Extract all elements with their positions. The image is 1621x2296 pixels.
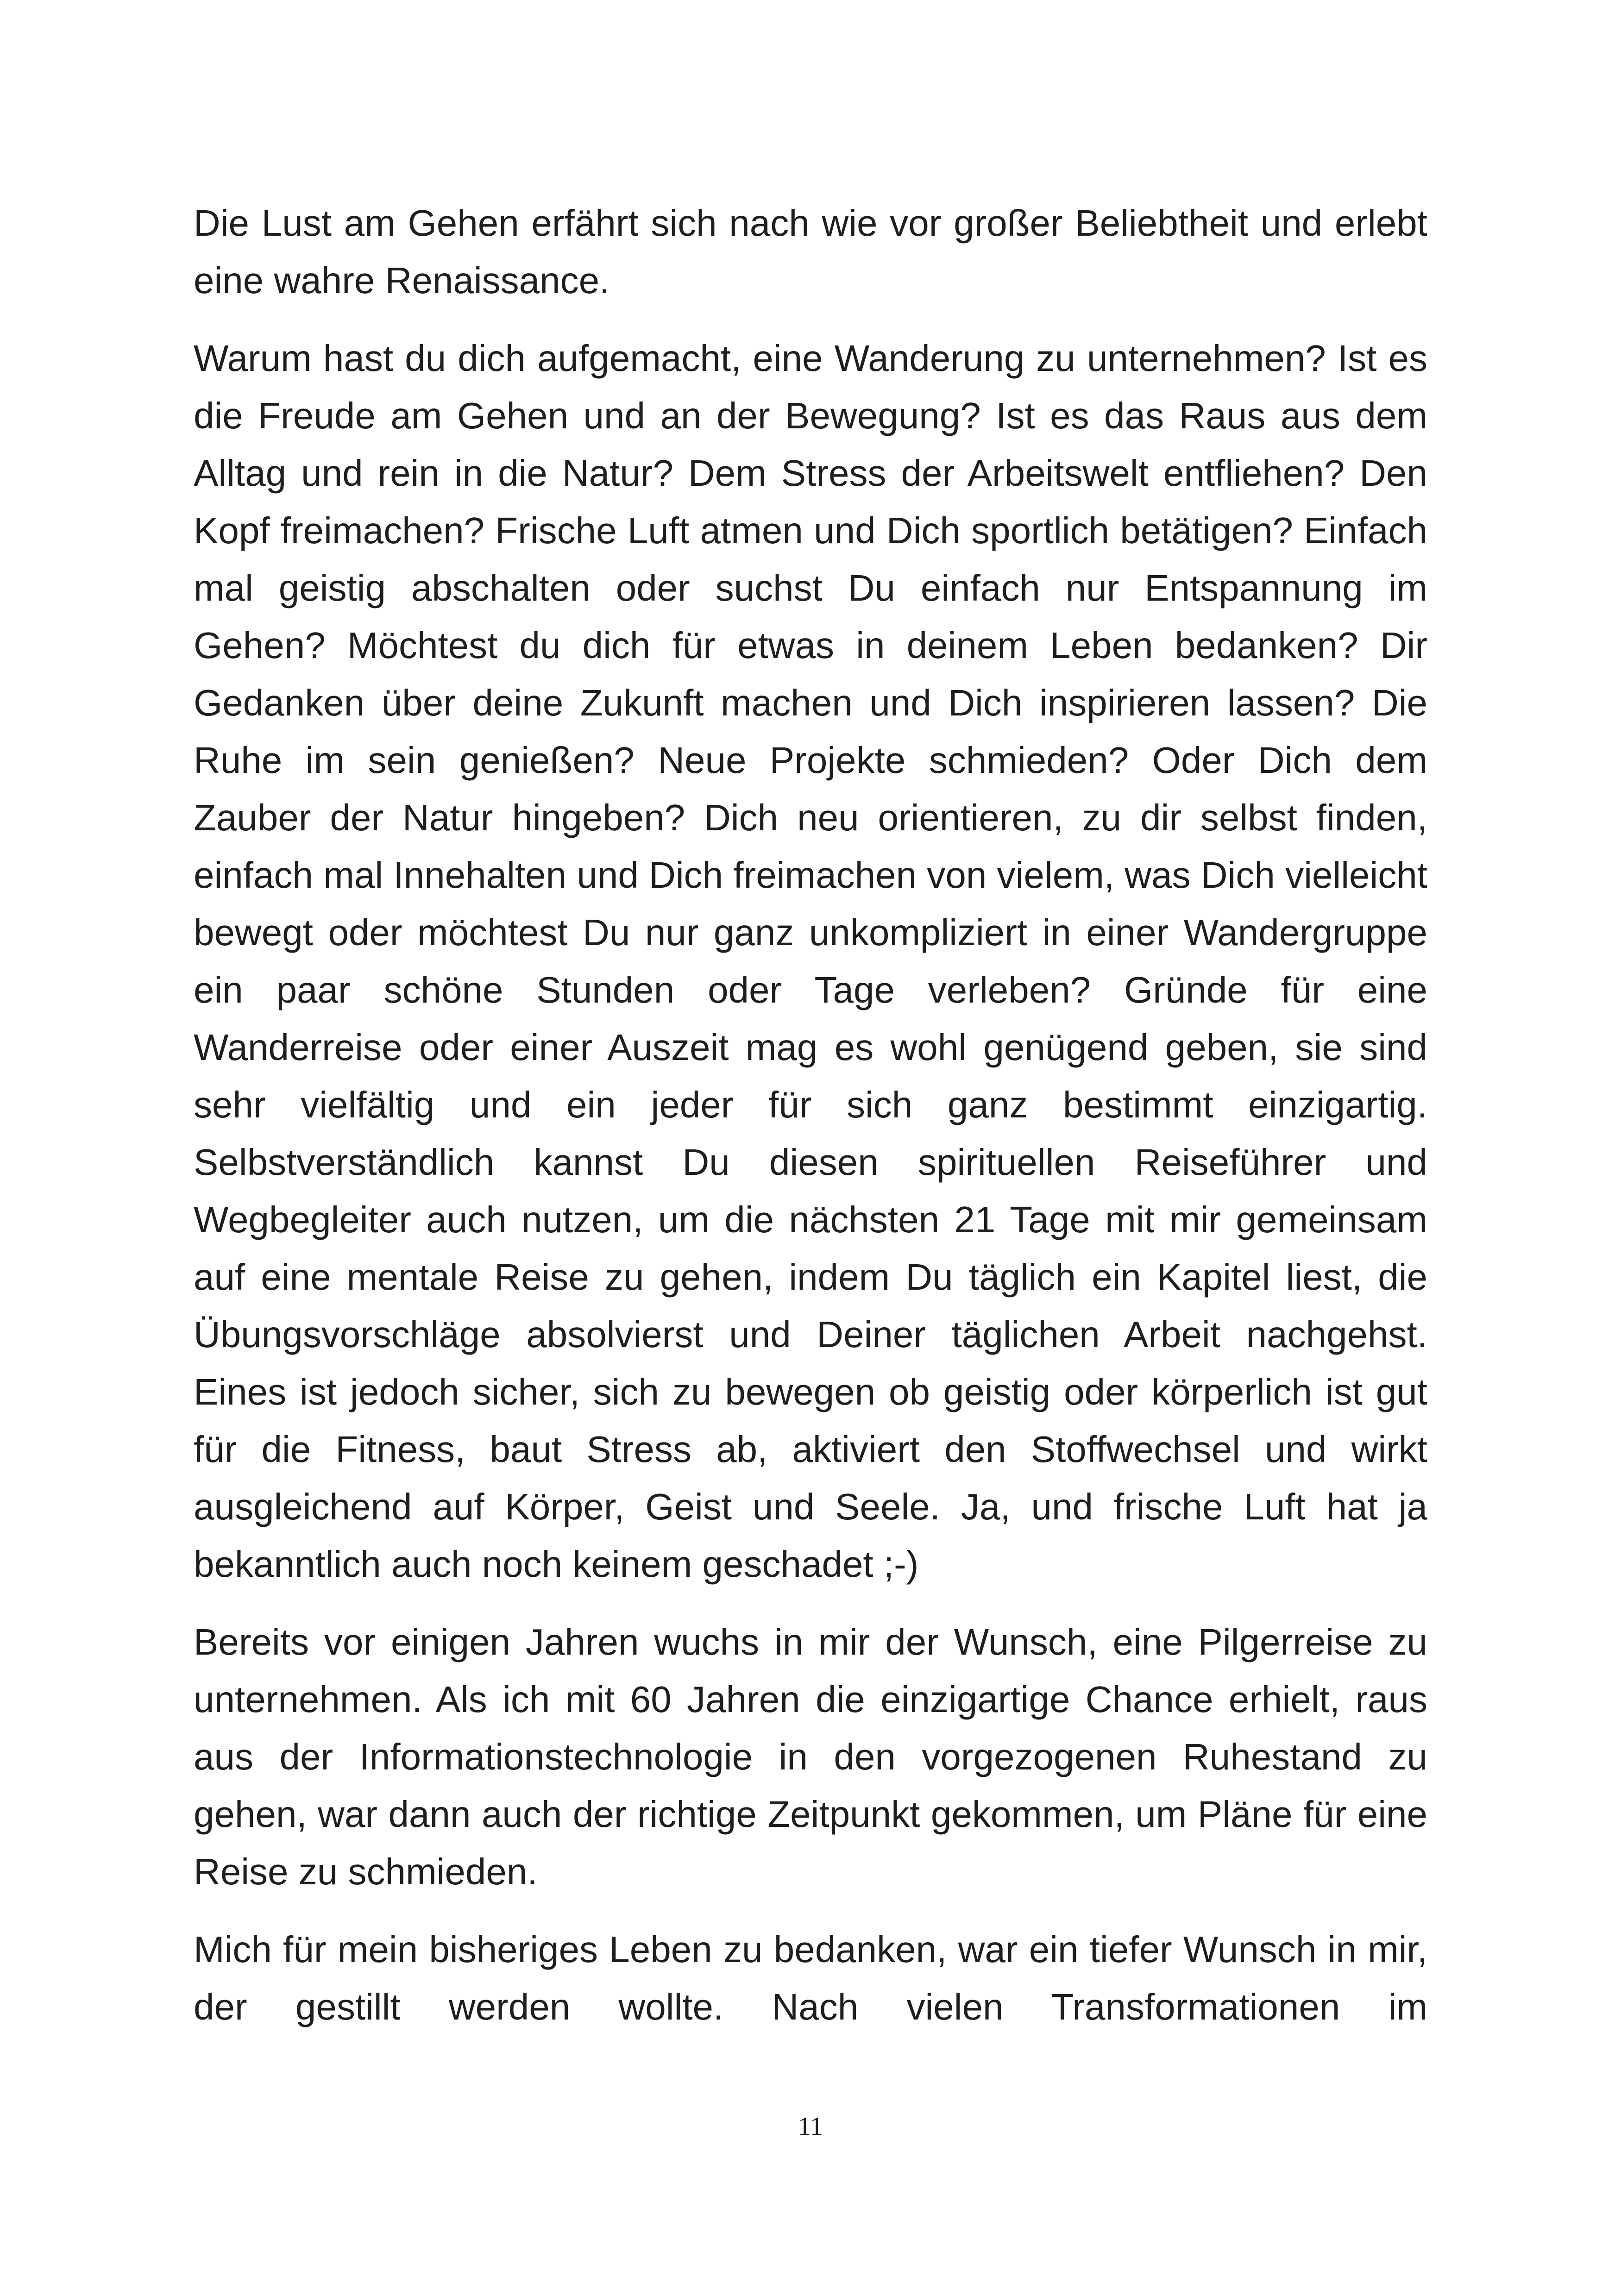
page-number: 11 <box>798 2112 823 2141</box>
body-text <box>194 194 1427 2056</box>
paragraph-intro: Die Lust am Gehen erfährt sich nach wie vor großer Beliebtheit und erlebt eine wahre Renaissance. <box>194 202 1427 301</box>
paragraph-reasons: Warum hast du dich aufgemacht, eine Wanderung zu unternehmen? Ist es die Freude am Gehen und an der Bewegung? Ist es das Raus aus dem Alltag und rein in die Natur? Dem Stress der Arbeitswelt entfliehen? Den Kopf freimachen? Frische Luft atmen und Dich sportlich betätigen? Einfach mal geistig abschalten oder suchst Du einfach nur Entspannung im Gehen? Möchtest du dich für etwas in deinem Leben bedanken? Dir Gedanken über deine Zukunft machen und Dich inspirieren lassen? Die Ruhe im sein genießen? Neue Projekte schmieden? Oder Dich dem Zauber der Natur hingeben? Dich neu orientieren, zu dir selbst finden, einfach mal Innehalten und Dich freimachen von vielem, was Dich vielleicht bewegt oder möchtest Du nur ganz unkompliziert in einer Wandergruppe ein paar schöne Stunden oder Tage verleben? Gründe für eine Wanderreise oder einer Auszeit mag es wohl genügend geben, sie sind sehr vielfältig und ein jeder für sich ganz bestimmt einzigartig. Selbstverständlich kannst Du diesen spirituellen Reiseführer und Wegbegleiter auch nutzen, um die nächsten 21 Tage mit mir gemeinsam auf eine mentale Reise zu gehen, indem Du täglich ein Kapitel liest, die Übungsvorschläge absolvierst und Deiner täglichen Arbeit nachgehst. Eines ist jedoch sicher, sich zu bewegen ob geistig oder körperlich ist gut für die Fitness, baut Stress ab, aktiviert den Stoffwechsel und wirkt ausgleichend auf Körper, Geist und Seele. Ja, und frische Luft hat ja bekanntlich auch noch keinem geschadet ;-) <box>194 338 1427 1585</box>
paragraph-gratitude: Mich für mein bisheriges Leben zu bedanken, war ein tiefer Wunsch in mir, der gestillt werden wollte. Nach vielen Transformationen im <box>194 1929 1427 2027</box>
paragraph-pilgrimage: Bereits vor einigen Jahren wuchs in mir der Wunsch, eine Pilgerreise zu unternehmen. Als ich mit 60 Jahren die einzigartige Chance erhielt, raus aus der Informationstechnologie in den vorgezogenen Ruhestand zu gehen, war dann auch der richtige Zeitpunkt gekommen, um Pläne für eine Reise zu schmieden. <box>194 1621 1427 1892</box>
